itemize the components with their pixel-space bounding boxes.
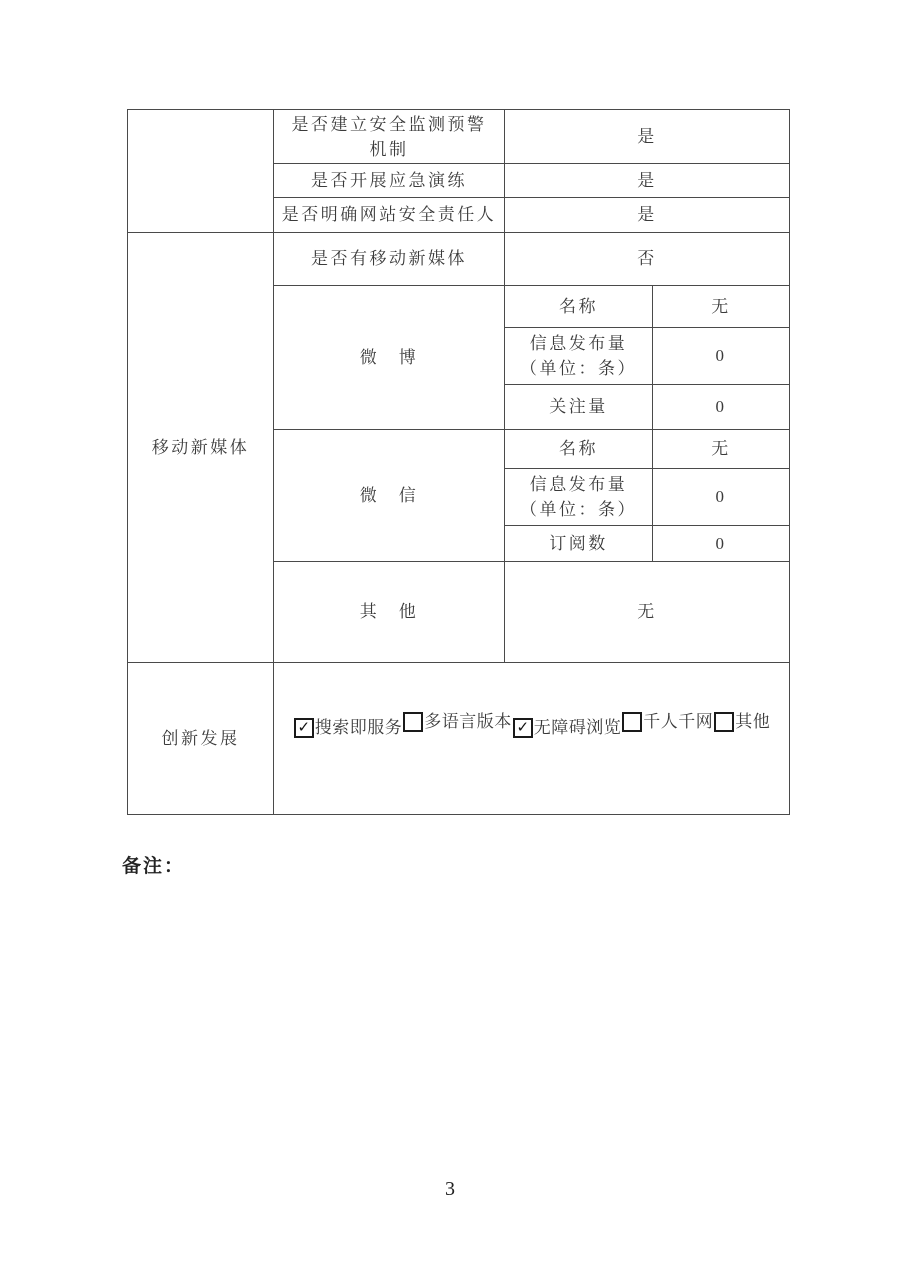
security-section-label-cell bbox=[128, 110, 274, 233]
innovation-options-line bbox=[293, 711, 771, 737]
weibo-posts-value: 0 bbox=[653, 328, 790, 385]
security-responsible-value: 是 bbox=[505, 198, 790, 233]
has-mobile-media-value: 否 bbox=[505, 233, 790, 286]
security-monitoring-label bbox=[274, 110, 505, 164]
has-mobile-media-label: 是否有移动新媒体 bbox=[274, 233, 505, 286]
option-personalized-web bbox=[621, 709, 713, 735]
wechat-name-label: 名称 bbox=[505, 430, 653, 469]
weibo-label: 微 博 bbox=[274, 286, 505, 430]
wechat-subscribers-label: 订阅数 bbox=[505, 526, 653, 562]
option-multilingual-label: 多语言版本 bbox=[424, 711, 512, 731]
wechat-posts-label-line1: 信息发布量 bbox=[529, 475, 628, 494]
security-monitoring-label-line2: 机制 bbox=[369, 139, 409, 159]
option-accessibility bbox=[512, 715, 622, 741]
checkbox-multilingual[interactable] bbox=[403, 712, 423, 732]
weibo-name-value: 无 bbox=[653, 286, 790, 328]
option-personalized-web-label: 千人千网 bbox=[643, 711, 714, 731]
wechat-posts-label-line2: （单位：条） bbox=[520, 500, 637, 519]
weibo-name-label: 名称 bbox=[505, 286, 653, 328]
notes-label: 备注： bbox=[122, 856, 186, 877]
wechat-name-value: 无 bbox=[653, 430, 790, 469]
other-media-value: 无 bbox=[505, 562, 790, 663]
checkbox-accessibility[interactable]: ✓ bbox=[513, 718, 533, 738]
wechat-posts-label bbox=[505, 469, 653, 526]
weibo-followers-label: 关注量 bbox=[505, 385, 653, 430]
weibo-followers-value: 0 bbox=[653, 385, 790, 430]
emergency-drill-label: 是否开展应急演练 bbox=[274, 164, 505, 198]
security-monitoring-value: 是 bbox=[505, 110, 790, 164]
wechat-posts-value: 0 bbox=[653, 469, 790, 526]
innovation-section-label: 创新发展 bbox=[128, 663, 274, 815]
checkbox-personalized-web[interactable] bbox=[622, 712, 642, 732]
innovation-options-cell bbox=[274, 663, 790, 815]
weibo-posts-label-line1: 信息发布量 bbox=[529, 334, 628, 353]
other-media-label: 其 他 bbox=[274, 562, 505, 663]
weibo-posts-label-line2: （单位：条） bbox=[520, 359, 637, 378]
option-multilingual bbox=[402, 709, 512, 735]
option-search-as-service bbox=[293, 715, 403, 741]
page-number: 3 bbox=[445, 1178, 455, 1200]
wechat-label: 微 信 bbox=[274, 430, 505, 562]
security-responsible-label: 是否明确网站安全责任人 bbox=[274, 198, 505, 233]
option-other bbox=[713, 709, 770, 735]
wechat-subscribers-value: 0 bbox=[653, 526, 790, 562]
option-other-label: 其他 bbox=[735, 711, 771, 731]
weibo-posts-label bbox=[505, 328, 653, 385]
checkbox-search-as-service[interactable]: ✓ bbox=[294, 718, 314, 738]
mobile-media-section-label: 移动新媒体 bbox=[128, 233, 274, 663]
option-search-as-service-label: 搜索即服务 bbox=[314, 717, 403, 737]
annual-report-table bbox=[127, 109, 790, 815]
option-accessibility-label: 无障碍浏览 bbox=[533, 717, 622, 737]
security-monitoring-label-line1: 是否建立安全监测预警 bbox=[291, 114, 487, 134]
checkbox-other[interactable] bbox=[714, 712, 734, 732]
emergency-drill-value: 是 bbox=[505, 164, 790, 198]
